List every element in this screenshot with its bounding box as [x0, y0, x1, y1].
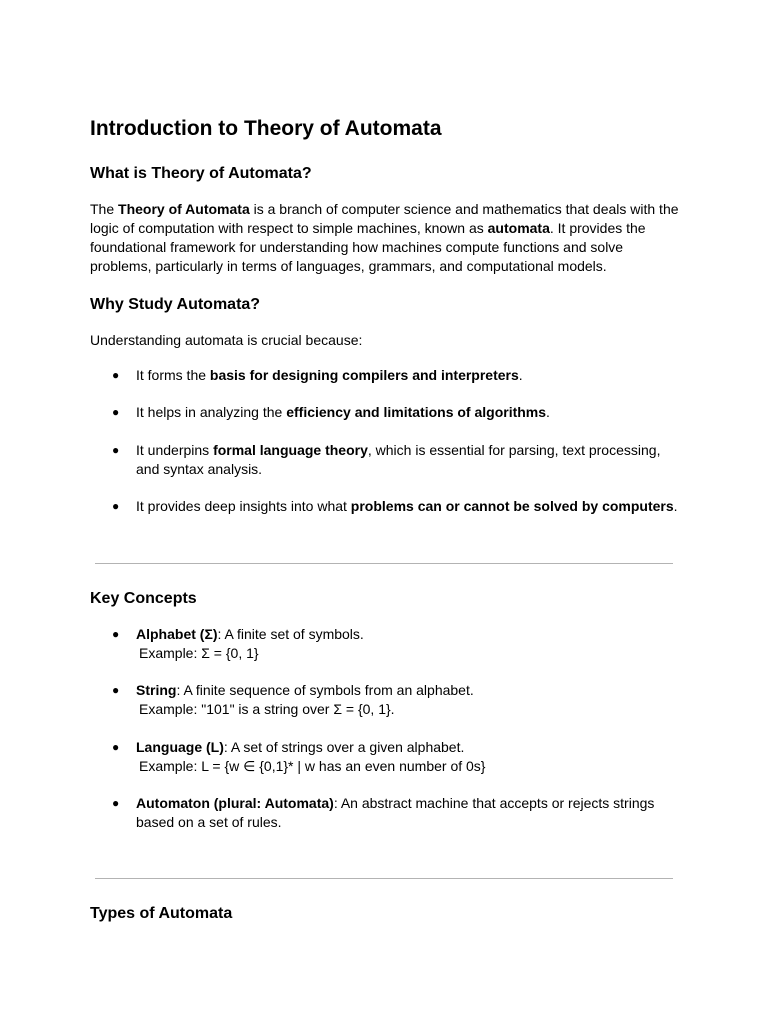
bullet-icon: ● [112, 683, 120, 697]
section-heading-types: Types of Automata [90, 905, 233, 922]
intro-paragraph [90, 200, 680, 276]
page-title: Introduction to Theory of Automata [90, 117, 442, 140]
list-item-text [136, 497, 680, 516]
concept-definition: : An abstract machine that accepts or rejects strings based on a set of rules. [136, 795, 655, 830]
item-text-bold: efficiency and limitations of algorithms [286, 404, 547, 420]
item-text-bold: formal language theory [213, 442, 368, 458]
item-text-pre: It underpins [136, 442, 214, 458]
bullet-icon: ● [112, 627, 120, 641]
item-text-bold: basis for designing compilers and interpreters [209, 367, 519, 383]
item-text-bold: problems can or cannot be solved by computers [350, 498, 674, 514]
bullet-icon: ● [112, 796, 120, 810]
item-text-post: . [518, 367, 523, 383]
bullet-icon: ● [112, 405, 120, 419]
item-text-pre: It provides deep insights into what [136, 498, 351, 514]
section-heading-why-study: Why Study Automata? [90, 296, 261, 313]
concept-definition: : A finite sequence of symbols from an alphabet. [176, 682, 474, 698]
list-item [90, 403, 680, 422]
why-study-lead: Understanding automata is crucial because: [90, 332, 363, 348]
item-text-post: . [673, 498, 678, 514]
concept-term: Language (L) [136, 739, 224, 755]
list-item [90, 625, 680, 663]
list-item [90, 366, 680, 385]
concept-example: Example: L = {w ∈ {0,1}* | w has an even number of 0s} [139, 758, 486, 774]
concept-term: String [136, 682, 177, 698]
item-text-post: , which is essential for parsing, text processing, and syntax analysis. [136, 442, 661, 477]
item-text-pre: It helps in analyzing the [136, 404, 287, 420]
list-item-text [136, 738, 680, 776]
bullet-icon: ● [112, 368, 120, 382]
concept-term: Automaton (plural: Automata) [136, 795, 334, 811]
list-item-text [136, 625, 680, 663]
intro-bold-term: Theory of Automata [118, 201, 250, 217]
section-heading-key-concepts: Key Concepts [90, 590, 197, 607]
concept-definition: : A set of strings over a given alphabet. [223, 739, 465, 755]
section-divider [95, 878, 673, 879]
intro-text-3: . It provides the foundational framework for understanding how machines compute functions and solve problems, particularly in terms of languages, grammars, and computational models. [90, 220, 646, 274]
concept-example: Example: Σ = {0, 1} [139, 645, 259, 661]
bullet-icon: ● [112, 443, 120, 457]
list-item [90, 497, 680, 516]
concept-example: Example: "101" is a string over Σ = {0, 1}. [139, 701, 395, 717]
section-heading-what-is: What is Theory of Automata? [90, 165, 312, 182]
item-text-pre: It forms the [136, 367, 210, 383]
list-item [90, 794, 680, 832]
list-item-text [136, 403, 680, 422]
concept-term: Alphabet (Σ) [136, 626, 218, 642]
item-text-post: . [546, 404, 550, 420]
intro-text-1: The [90, 201, 119, 217]
list-item [90, 681, 680, 719]
list-item-text [136, 366, 680, 385]
bullet-icon: ● [112, 740, 120, 754]
bullet-icon: ● [112, 499, 120, 513]
section-divider [95, 563, 673, 564]
list-item [90, 441, 680, 479]
list-item-text [136, 794, 656, 832]
list-item [90, 738, 680, 776]
concept-definition: : A finite set of symbols. [217, 626, 364, 642]
intro-bold-automata: automata [487, 220, 550, 236]
list-item-text [136, 441, 666, 479]
intro-text-2: is a branch of computer science and mathematics that deals with the logic of computation with respect to simple machines, known as [90, 201, 679, 236]
list-item-text [136, 681, 680, 719]
